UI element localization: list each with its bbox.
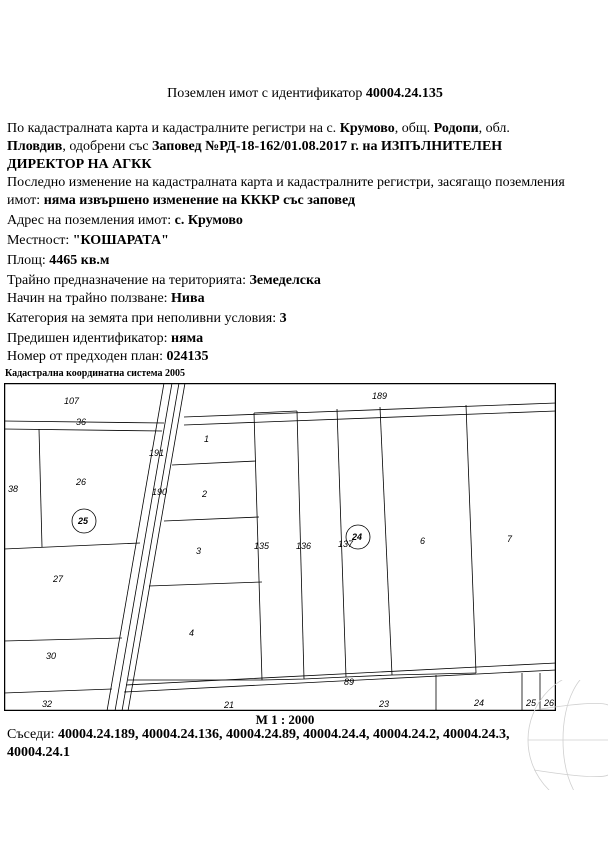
parcel-label: 107 [64, 396, 80, 406]
cadastral-map [4, 383, 556, 711]
parcel-label: 23 [379, 699, 390, 709]
field-locality: Местност: "КОШАРАТА" [7, 233, 169, 248]
parcel-label: 24 [352, 532, 363, 542]
parcel-label: 89 [344, 677, 355, 687]
parcel-label: 190 [152, 487, 168, 497]
map-drawing [4, 383, 556, 711]
parcel-label: 26 [544, 698, 555, 708]
parcel-label: 7 [507, 534, 513, 544]
parcel-label: 1 [204, 434, 210, 444]
parcel-label: 25 [78, 516, 89, 526]
parcel-label: 191 [149, 448, 165, 458]
field-previous-plan-number: Номер от предходен план: 024135 [7, 349, 209, 364]
parcel-label: 36 [76, 417, 87, 427]
parcel-labels [8, 391, 554, 710]
parcel-label: 32 [42, 699, 53, 709]
parcel-label: 4 [189, 628, 195, 638]
parcel-label: 136 [296, 541, 312, 551]
parcel-label: 189 [372, 391, 388, 401]
parcel-label: 21 [224, 700, 235, 710]
parcel-label: 3 [196, 546, 202, 556]
field-previous-id: Предишен идентификатор: няма [7, 331, 204, 346]
field-area: Площ: 4465 кв.м [7, 253, 110, 268]
parcel-label: 38 [8, 484, 19, 494]
field-purpose: Трайно предназначение на територията: Земеделска [7, 273, 321, 288]
map-scale: М 1 : 2000 [255, 712, 315, 727]
document-title: Поземлен имот с идентификатор 40004.24.135 [167, 86, 443, 101]
parcel-label: 6 [420, 536, 426, 546]
parcel-label: 25 [526, 698, 537, 708]
parcel-label: 26 [76, 477, 87, 487]
neighbors-list: Съседи: 40004.24.189, 40004.24.136, 40004.24.89, 40004.24.4, 40004.24.2, 40004.24.3, 40004.24.1 [7, 727, 510, 760]
parcel-label: 24 [474, 698, 485, 708]
coordinate-system-label: Кадастрална координатна система 2005 [5, 368, 185, 379]
parcel-identifier: 40004.24.135 [365, 86, 443, 101]
field-category: Категория на земята при неполивни условия: 3 [7, 311, 287, 326]
last-change-paragraph: Последно изменение на кадастралната карта и кадастралните регистри, засягащо поземления имот: няма извършено изменение на КККР със заповед [7, 175, 565, 208]
parcel-label: 27 [53, 574, 64, 584]
parcel-label: 2 [202, 489, 208, 499]
parcel-label: 135 [254, 541, 270, 551]
field-address: Адрес на поземления имот: с. Крумово [7, 213, 243, 228]
parcel-label: 30 [46, 651, 57, 661]
parcel-label: 137 [338, 539, 354, 549]
field-usage: Начин на трайно ползване: Нива [7, 291, 205, 306]
cadastral-source-paragraph: По кадастралната карта и кадастралните регистри на с. Крумово, общ. Родопи, обл. Пловдив, одобрени със Заповед №РД-18-162/01.08.2017 г. на ИЗПЪЛНИТЕЛЕН ДИРЕКТОР НА АГКК [7, 121, 510, 172]
